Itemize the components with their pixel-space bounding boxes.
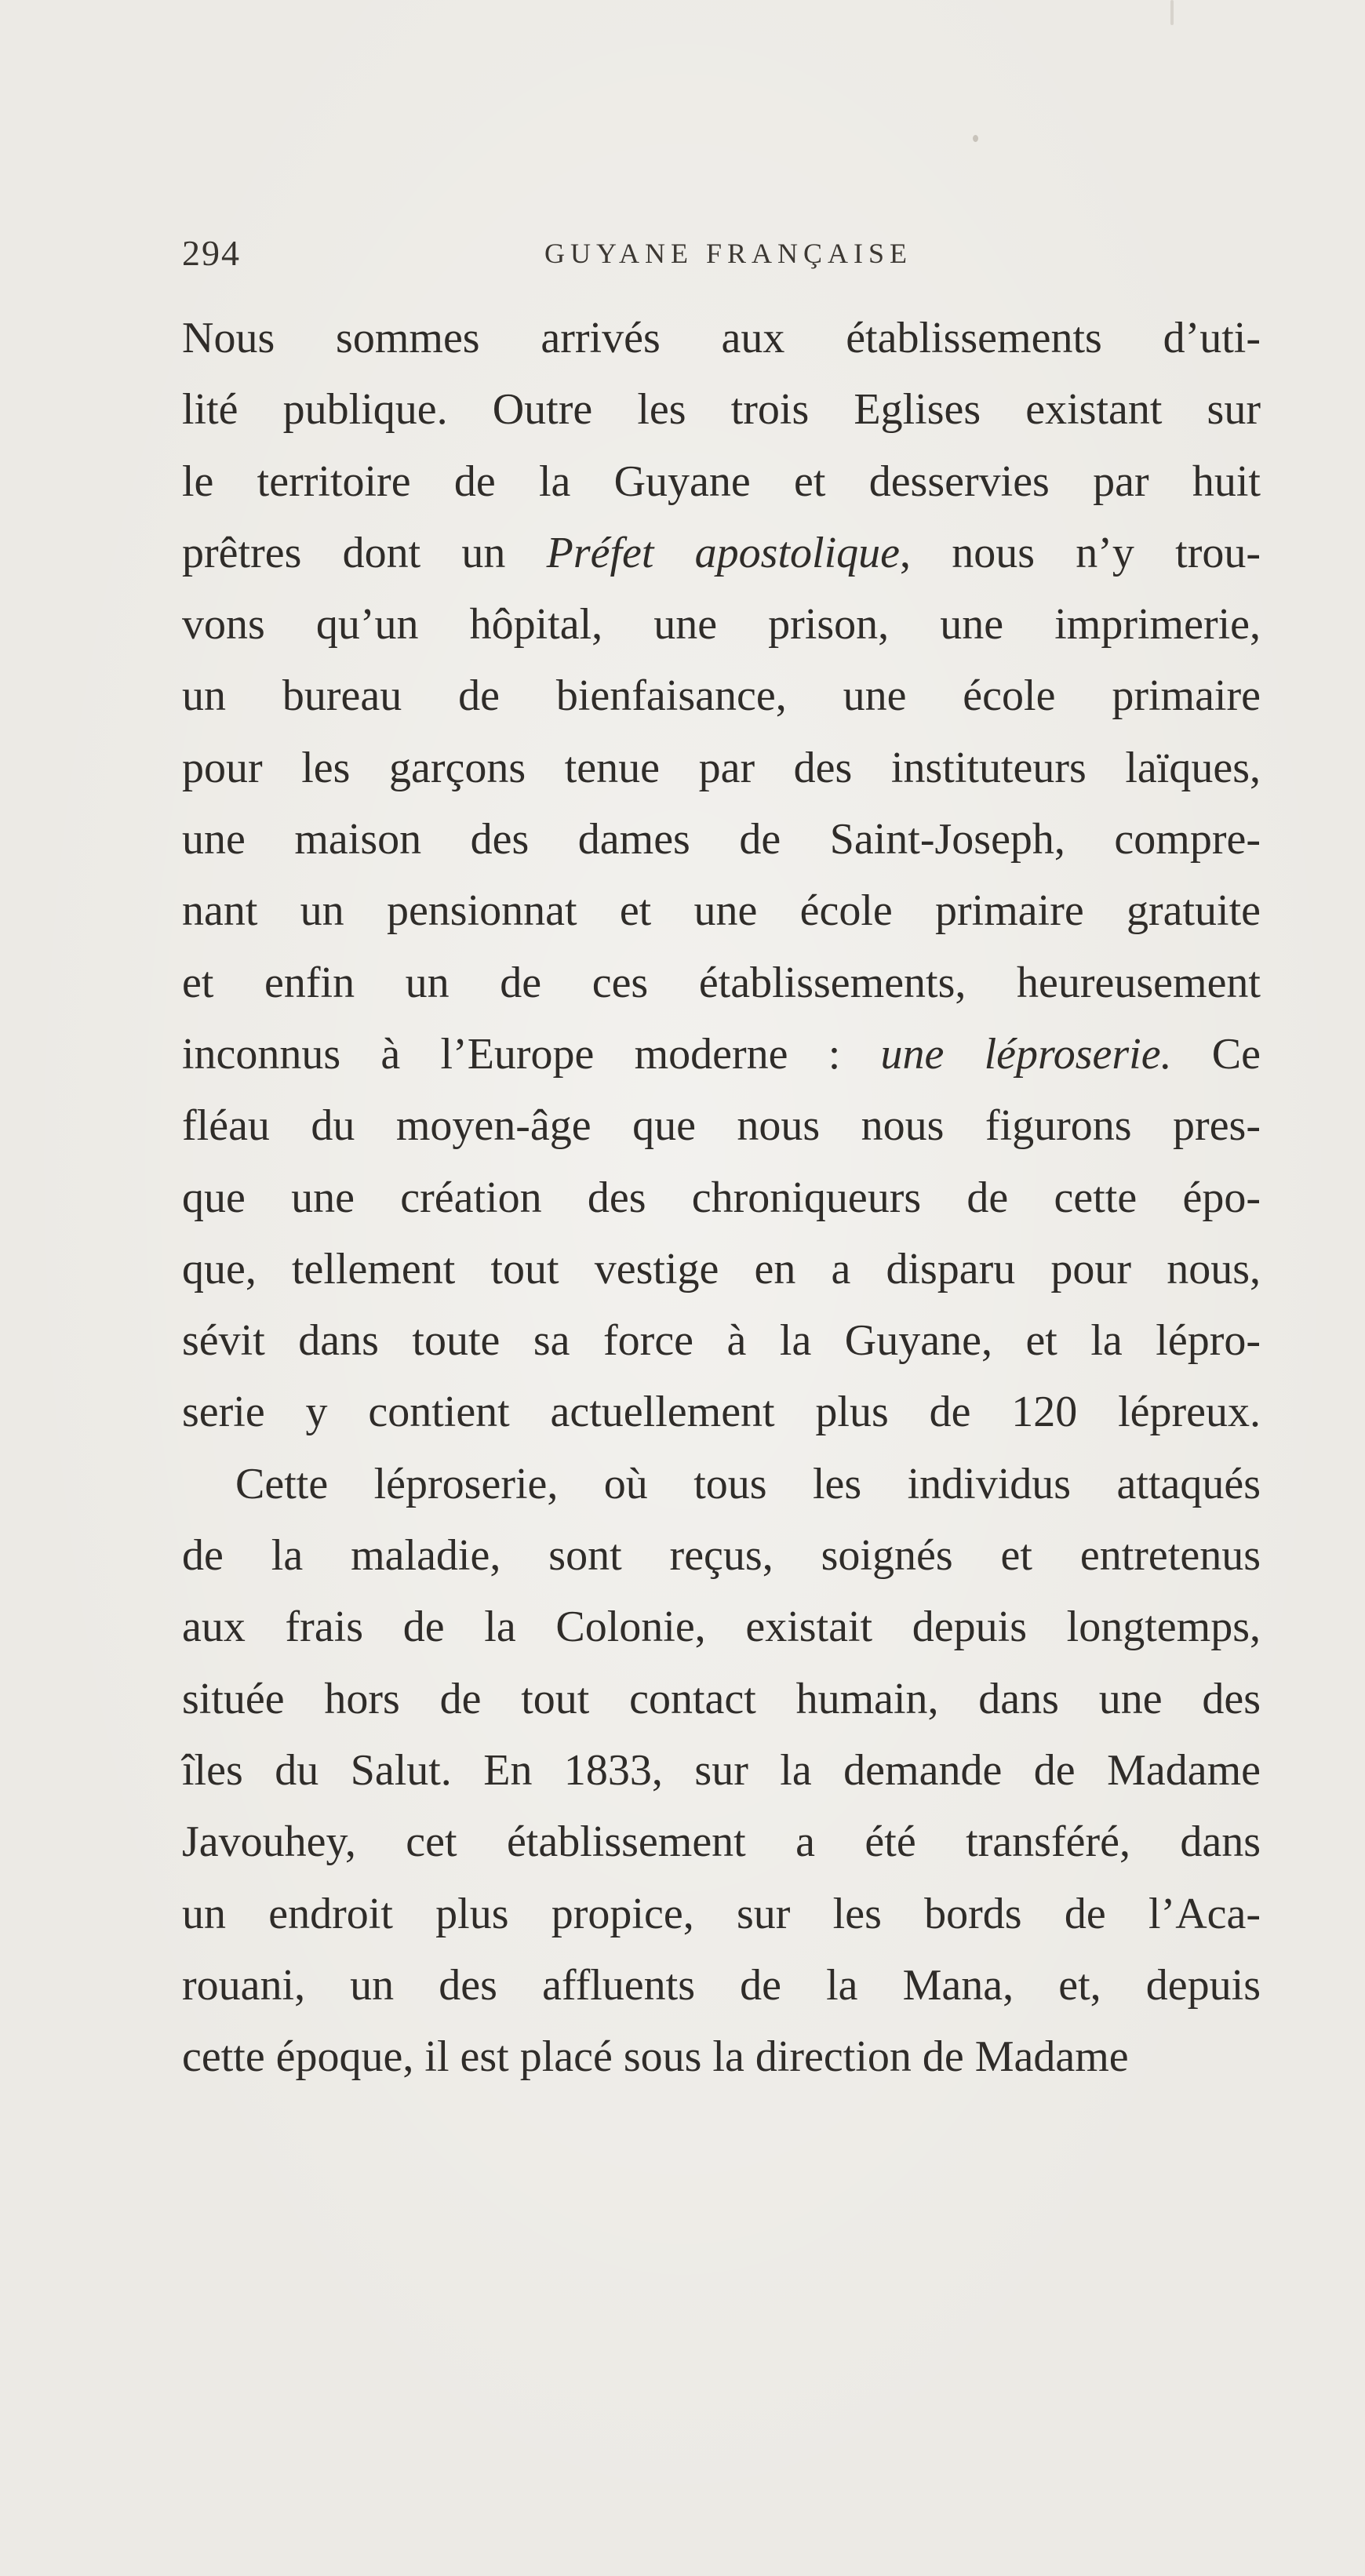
text-line: lité publique. Outre les trois Eglises existant sur — [182, 385, 1261, 435]
body-text — [182, 303, 1261, 2093]
text-segment: inconnus à l’Europe moderne : — [182, 1029, 881, 1079]
text-line: et enfin un de ces établissements, heureusement — [182, 958, 1261, 1007]
text-line: pour les garçons tenue par des instituteurs laïques, — [182, 743, 1261, 792]
text-line: Javouhey, cet établissement a été transféré, dans — [182, 1817, 1261, 1867]
text-line: le territoire de la Guyane et desservies par huit — [182, 457, 1261, 506]
paper-speck — [973, 135, 978, 142]
paper-speck — [1170, 0, 1174, 25]
text-line: aux frais de la Colonie, existait depuis longtemps, — [182, 1603, 1261, 1652]
text-line: que, tellement tout vestige en a disparu pour nous, — [182, 1244, 1261, 1293]
text-line: que une création des chroniqueurs de cette épo- — [182, 1173, 1261, 1222]
text-line: rouani, un des affluents de la Mana, et, depuis — [182, 1960, 1261, 2010]
running-head — [182, 232, 1258, 279]
text-line: de la maladie, sont reçus, soignés et entretenus — [182, 1531, 1261, 1581]
text-line: Nous sommes arrivés aux établissements d’uti- — [182, 314, 1261, 362]
italic-phrase: une léproserie. — [880, 1029, 1172, 1079]
text-segment: prêtres dont un — [182, 528, 547, 577]
running-title: GUYANE FRANÇAISE — [544, 238, 913, 269]
text-line: un endroit plus propice, sur les bords de l’Aca- — [182, 1889, 1261, 1938]
text-line: fléau du moyen-âge que nous nous figurons pres- — [182, 1101, 1261, 1151]
page-number: 294 — [182, 233, 241, 273]
text-line — [182, 1019, 1261, 1090]
text-line: îles du Salut. En 1833, sur la demande de Madame — [182, 1745, 1261, 1795]
text-line: vons qu’un hôpital, une prison, une imprimerie, — [182, 600, 1261, 649]
text-line: cette époque, il est placé sous la direction de Madame — [182, 2032, 1129, 2082]
text-line: sévit dans toute sa force à la Guyane, et la lépro- — [182, 1316, 1261, 1366]
text-line — [182, 518, 1261, 589]
text-line: située hors de tout contact humain, dans une des — [182, 1674, 1261, 1723]
text-line: serie y contient actuellement plus de 120 lépreux. — [182, 1388, 1261, 1437]
italic-phrase: Préfet apostolique — [546, 528, 901, 577]
text-line: Cette léproserie, où tous les individus attaqués — [235, 1459, 1261, 1508]
text-line: un bureau de bienfaisance, une école primaire — [182, 671, 1261, 721]
text-segment: , nous n’y trou- — [900, 528, 1261, 577]
text-line: une maison des dames de Saint-Joseph, compre- — [182, 815, 1261, 864]
text-segment: Ce — [1171, 1029, 1261, 1079]
text-line: nant un pensionnat et une école primaire gratuite — [182, 886, 1261, 936]
